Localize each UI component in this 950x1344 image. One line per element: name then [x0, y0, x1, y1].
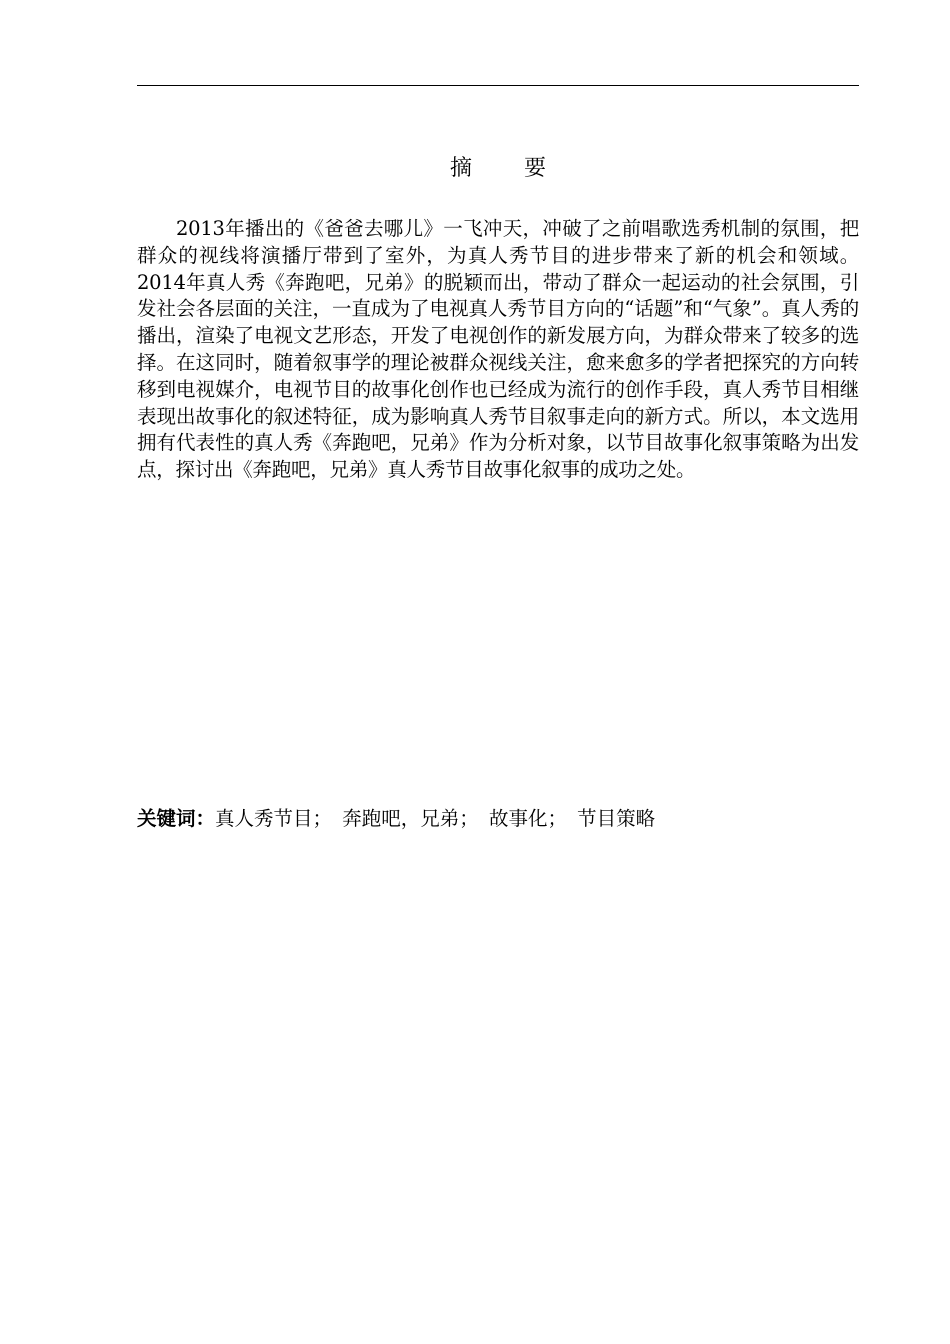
keywords-label: 关键词：: [137, 807, 216, 830]
keyword-item: 真人秀节目；: [215, 807, 333, 830]
keyword-item: 故事化；: [488, 807, 567, 830]
abstract-title-char-2: 要: [524, 156, 547, 181]
keywords-line: [137, 804, 859, 834]
keyword-item: 奔跑吧，兄弟；: [342, 807, 479, 830]
abstract-body: 2013年播出的《爸爸去哪儿》一飞冲天，冲破了之前唱歌选秀机制的氛围，把群众的视线将演播厅带到了室外，为真人秀节目的进步带来了新的机会和领域。2014年真人秀《奔跑吧，兄弟》的脱颖而出，带动了群众一起运动的社会氛围，引发社会各层面的关注，一直成为了电视真人秀节目方向的“话题”和“气象”。真人秀的播出，渲染了电视文艺形态，开发了电视创作的新发展方向，为群众带来了较多的选择。在这同时，随着叙事学的理论被群众视线关注，愈来愈多的学者把探究的方向转移到电视媒介，电视节目的故事化创作也已经成为流行的创作手段，真人秀节目相继表现出故事化的叙述特征，成为影响真人秀节目叙事走向的新方式。所以，本文选用拥有代表性的真人秀《奔跑吧，兄弟》作为分析对象，以节目故事化叙事策略为出发点，探讨出《奔跑吧，兄弟》真人秀节目故事化叙事的成功之处。: [137, 217, 859, 482]
abstract-title: [137, 152, 859, 186]
keyword-item: 节目策略: [577, 807, 656, 830]
header-rule: [137, 85, 859, 86]
abstract-title-char-1: 摘: [449, 156, 472, 181]
